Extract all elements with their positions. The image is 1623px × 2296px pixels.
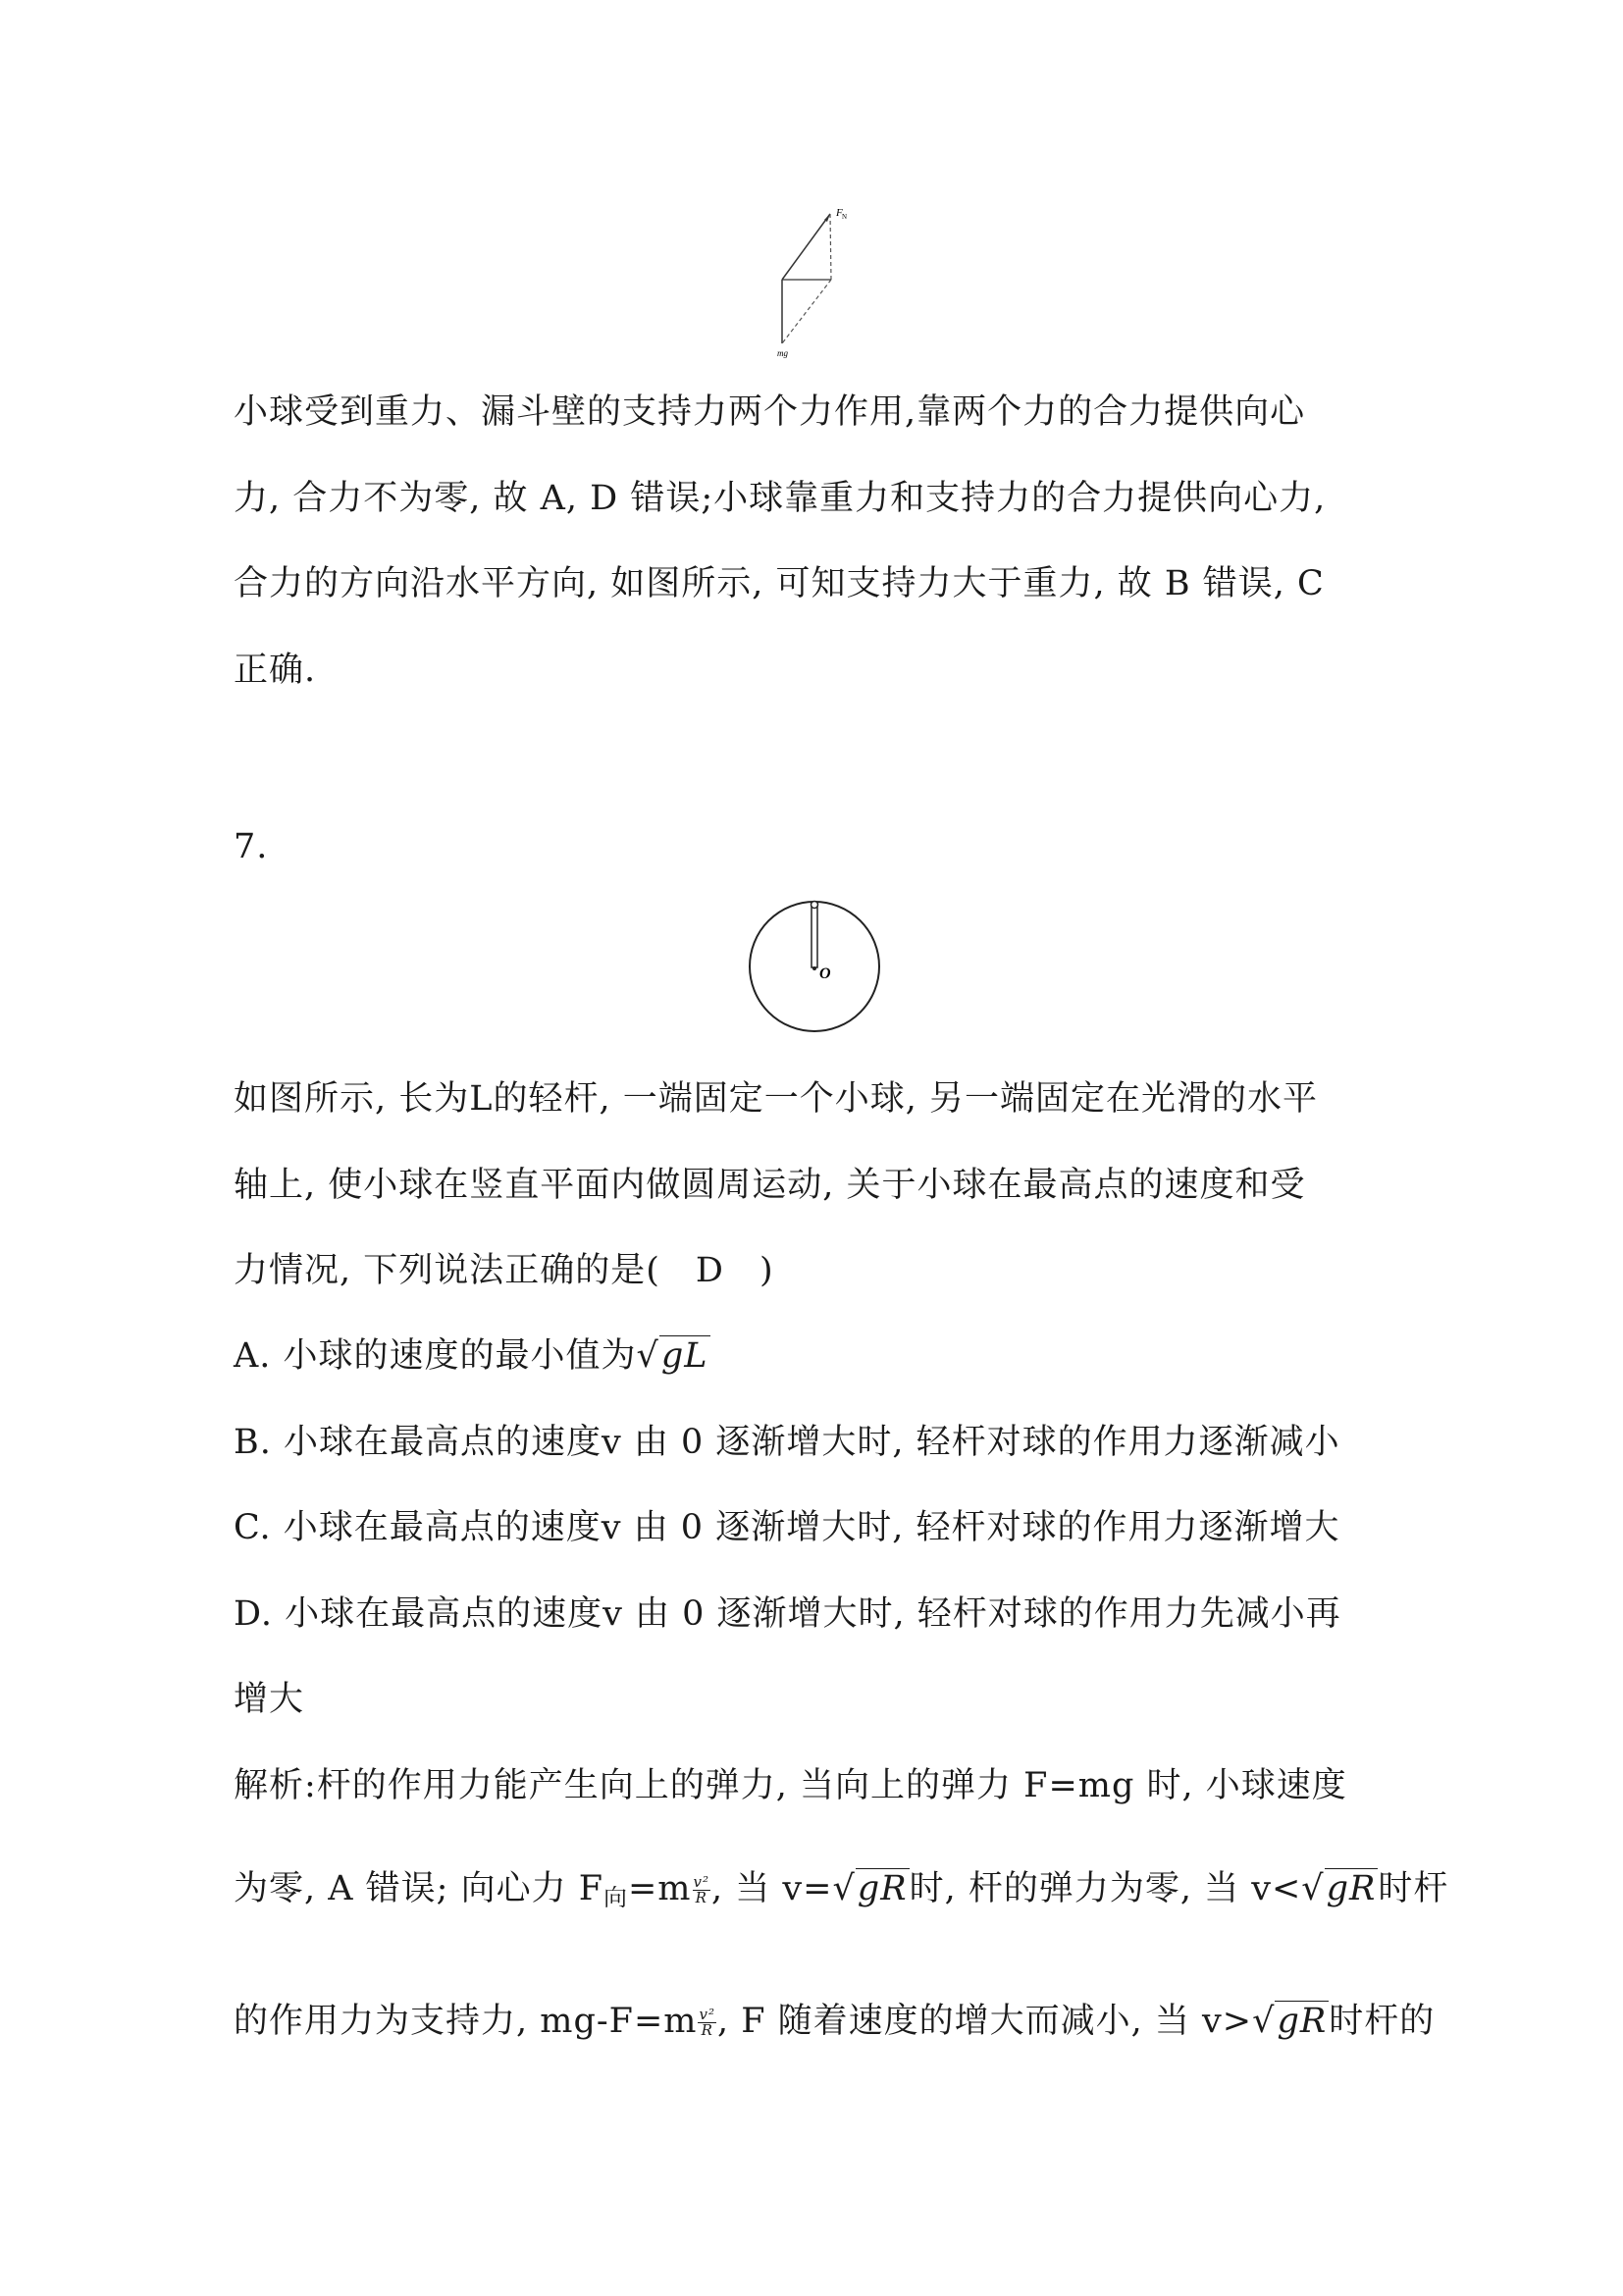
question-number: 7.: [234, 827, 269, 866]
sqrt-gr: √gR: [1301, 1869, 1377, 1908]
fraction-v2-r: $\frac{\text{v²}}{R}$: [693, 1873, 709, 1906]
fn-label-sub: N: [842, 213, 848, 221]
option-a-text: A. 小球的速度的最小值为: [234, 1336, 637, 1376]
rod-circle-diagram: [746, 898, 883, 1035]
option-d-continued: 增大: [234, 1680, 305, 1719]
text-line: 合力的方向沿水平方向, 如图所示, 可知支持力大于重力, 故 B 错误, C: [234, 564, 1325, 603]
sqrt-gl: √gL: [636, 1336, 708, 1376]
mg-label: mg: [777, 348, 788, 358]
text-line: 小球受到重力、漏斗壁的支持力两个力作用,靠两个力的合力提供向心: [234, 392, 1306, 432]
text-line: 力情况, 下列说法正确的是( D ): [234, 1251, 774, 1290]
analysis-line-2: 为零, A 错误; 向心力 $F_向=m$ $\frac{\text{v²}}{R}$ , 当 v=√gR时, 杆的弹力为零, 当 v<√gR时杆: [234, 1869, 1449, 1911]
analysis-line-3: 的作用力为支持力, mg-F=m $\frac{\text{v²}}{R}$ , F 随着速度的增大而减小, 当 v>√gR时杆的: [234, 2002, 1436, 2041]
option-d: D. 小球在最高点的速度v 由 0 逐渐增大时, 轻杆对球的作用力先减小再: [234, 1594, 1341, 1634]
option-c: C. 小球在最高点的速度v 由 0 逐渐增大时, 轻杆对球的作用力逐渐增大: [234, 1508, 1340, 1547]
text-line: 力, 合力不为零, 故 A, D 错误;小球靠重力和支持力的合力提供向心力,: [234, 479, 1327, 518]
option-b: B. 小球在最高点的速度v 由 0 逐渐增大时, 轻杆对球的作用力逐渐减小: [234, 1423, 1340, 1462]
fn-label: F: [836, 207, 843, 219]
center-label: O: [819, 965, 831, 982]
fraction-v2-r: $\frac{\text{v²}}{R}$: [699, 2006, 715, 2039]
text-line: 正确.: [234, 651, 317, 690]
text-line: 轴上, 使小球在竖直平面内做圆周运动, 关于小球在最高点的速度和受: [234, 1166, 1306, 1205]
sqrt-gr: √gR: [832, 1869, 908, 1908]
analysis-line-1: 解析:杆的作用力能产生向上的弹力, 当向上的弹力 F=mg 时, 小球速度: [234, 1766, 1347, 1805]
option-a: [234, 1336, 1401, 1376]
force-diagram: [756, 196, 873, 373]
text-line: 如图所示, 长为L的轻杆, 一端固定一个小球, 另一端固定在光滑的水平: [234, 1079, 1318, 1119]
sqrt-gr: √gR: [1252, 2002, 1328, 2041]
